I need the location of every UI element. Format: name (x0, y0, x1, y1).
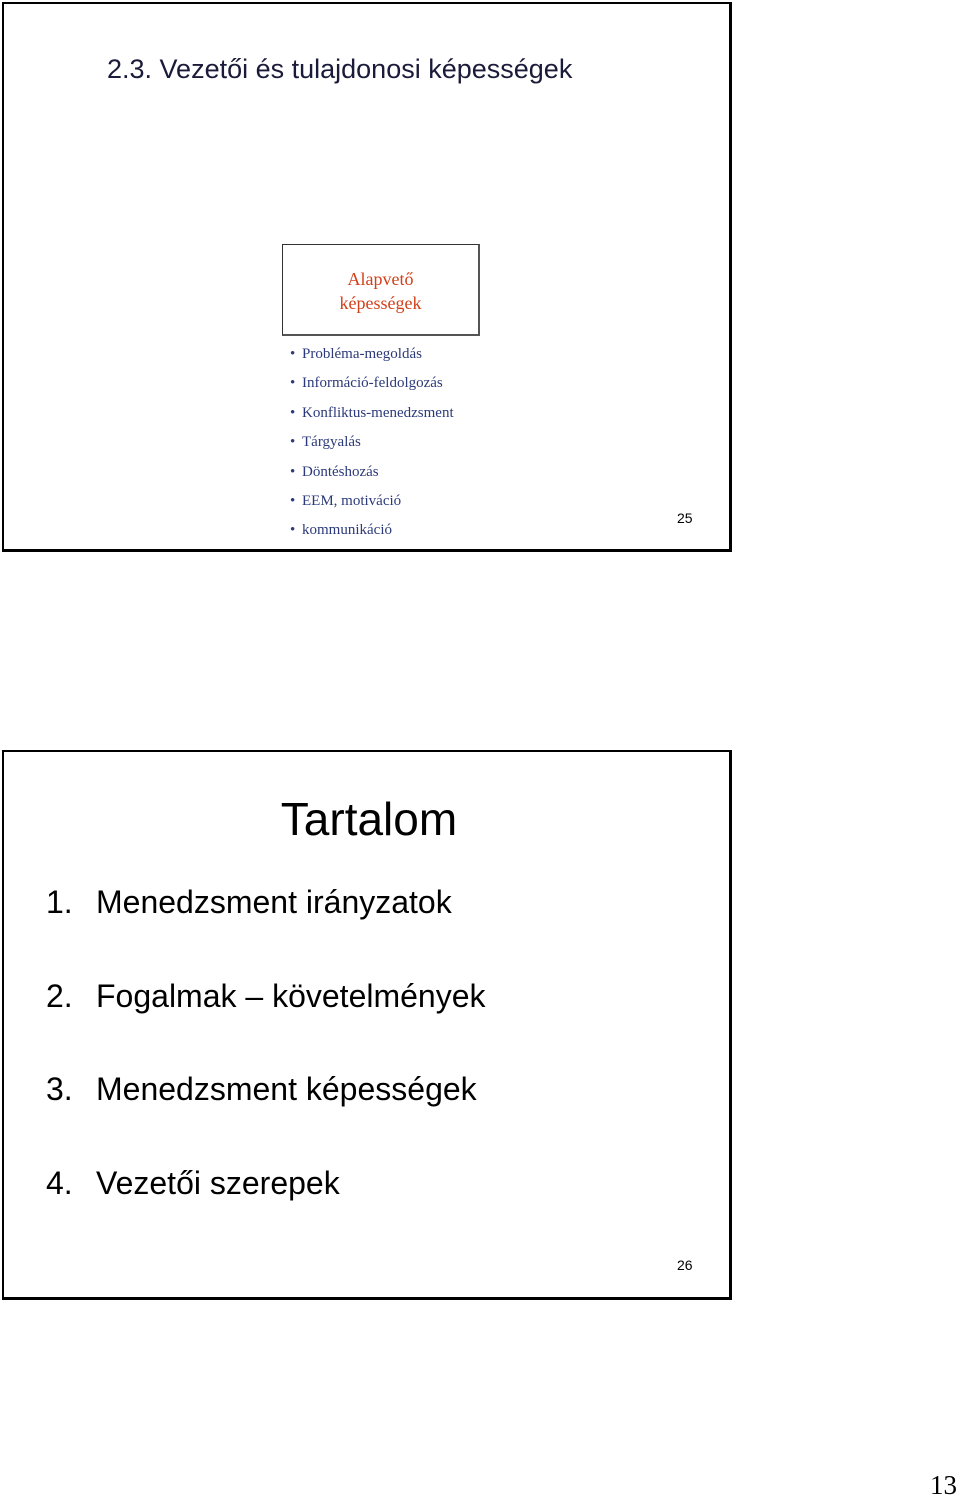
list-item: • Probléma-megoldás (290, 340, 454, 369)
slide-title: Tartalom (280, 793, 458, 845)
slide-26 (2, 750, 732, 1300)
skills-list (290, 340, 454, 546)
list-item: • Információ-feldolgozás (290, 369, 454, 398)
box-line-2: képességek (339, 293, 422, 313)
bullet-icon: • (290, 375, 296, 392)
item-number: 1. (46, 884, 73, 920)
list-item (46, 1163, 486, 1257)
item-text: Menedzsment irányzatok (96, 884, 452, 920)
list-item (46, 1069, 486, 1163)
item-number: 3. (46, 1071, 73, 1107)
item-text: Menedzsment képességek (96, 1071, 477, 1107)
sheet-page-number: 13 (930, 1470, 957, 1500)
list-item: • Döntéshozás (290, 458, 454, 487)
bullet-icon: • (290, 463, 296, 480)
bullet-icon: • (290, 434, 296, 451)
bullet-icon: • (290, 522, 296, 539)
bullet-icon: • (290, 346, 296, 362)
bullet-icon: • (290, 492, 296, 509)
list-item: • Tárgyalás (290, 428, 454, 457)
item-number: 2. (46, 977, 73, 1014)
contents-list (46, 882, 486, 1256)
list-item: • EEM, motiváció (290, 487, 454, 516)
list-item (46, 882, 486, 976)
item-text: Vezetői szerepek (96, 1164, 340, 1201)
slide-25 (2, 2, 732, 552)
list-item: • kommunikáció (290, 516, 454, 545)
basic-skills-box (282, 244, 480, 336)
slide-page-number: 25 (677, 510, 693, 526)
item-text: Fogalmak – követelmények (96, 977, 486, 1014)
list-item (46, 976, 486, 1070)
bullet-icon: • (290, 404, 296, 421)
slide-page-number: 26 (677, 1257, 693, 1273)
box-line-1: Alapvető (347, 269, 414, 289)
slide-title: 2.3. Vezetői és tulajdonosi képességek (107, 54, 573, 84)
list-item: • Konfliktus-menedzsment (290, 399, 454, 428)
item-number: 4. (46, 1164, 73, 1201)
